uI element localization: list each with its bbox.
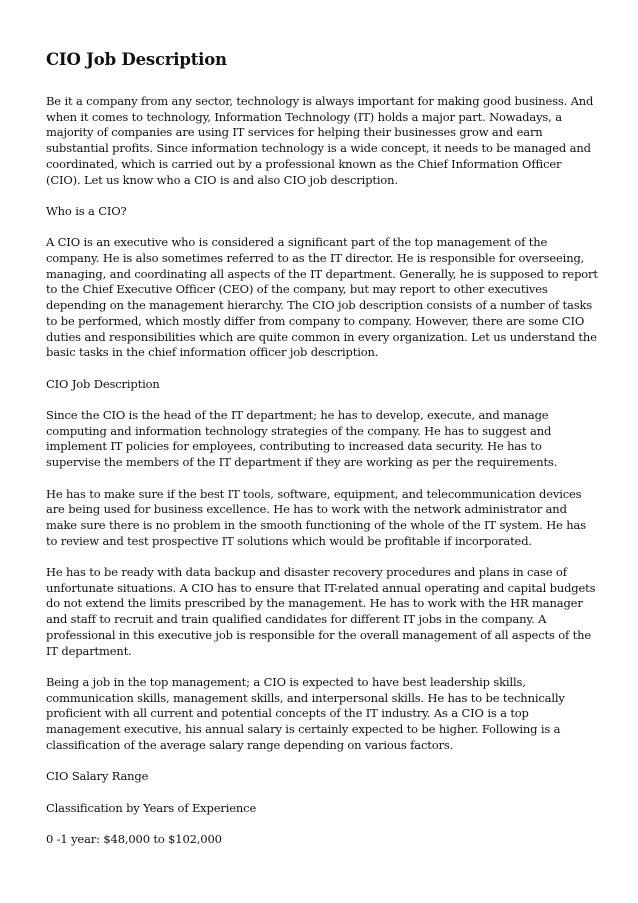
paragraph-skills-salary: Being a job in the top management; a CIO is expected to have best leadership skills, communication skills, management skills, and interpersonal skills. He has to be technically proficient with all current and potential concepts of the IT industry. As a CIO is a top management executive, his annual salary is certainly expected to be higher. Following is a classification of the average salary range depending on various factors.: [46, 674, 565, 752]
document-page: [46, 50, 598, 863]
salary-range-line: 0 -1 year: $48,000 to $102,000: [46, 831, 222, 846]
paragraph-cio-overview: A CIO is an executive who is considered a significant part of the top management of the company. He is also sometimes referred to as the IT director. He is responsible for overseeing, managing, and coordinating all aspects of the IT department. Generally, he is supposed to report to the Chief Executive Officer (CEO) of the company, but may report to other executives depending on the management hierarchy. The CIO job description consists of a number of tasks to be performed, which mostly differ from company to company. However, there are some CIO duties and responsibilities which are quite common in every organization. Let us understand the basic tasks in the chief information officer job description.: [46, 235, 598, 360]
subheading-classification-experience: Classification by Years of Experience: [46, 800, 257, 815]
section-heading-salary-range: CIO Salary Range: [46, 769, 149, 784]
section-heading-job-description: CIO Job Description: [46, 376, 160, 391]
paragraph-duties-tools: He has to make sure if the best IT tools, software, equipment, and telecommunication devices are being used for business excellence. He has to work with the network administrator and make sure there is no problem in the smooth functioning of the whole of the IT system. He has to review and test prospective IT solutions which would be profitable if incorporated.: [46, 486, 586, 548]
paragraph-duties-recovery: He has to be ready with data backup and disaster recovery procedures and plans in case of unfortunate situations. A CIO has to ensure that IT-related annual operating and capital budgets do not extend the limits prescribed by the management. He has to work with the HR manager and staff to recruit and train qualified candidates for different IT jobs in the company. A professional in this executive job is responsible for the overall management of all aspects of the IT department.: [46, 565, 596, 658]
section-heading-who-is-cio: Who is a CIO?: [46, 203, 127, 218]
document-title: CIO Job Description: [46, 50, 227, 69]
paragraph-duties-strategy: Since the CIO is the head of the IT department; he has to develop, execute, and manage computing and information technology strategies of the company. He has to suggest and implement IT policies for employees, contributing to increased data security. He has to supervise the members of the IT department if they are working as per the requirements.: [46, 408, 558, 470]
intro-paragraph: Be it a company from any sector, technology is always important for making good business. And when it comes to technology, Information Technology (IT) holds a major part. Nowadays, a majority of companies are using IT services for helping their businesses grow and earn substantial profits. Since information technology is a wide concept, it needs to be managed and coordinated, which is carried out by a professional known as the Chief Information Officer (CIO). Let us know who a CIO is and also CIO job description.: [46, 94, 594, 187]
